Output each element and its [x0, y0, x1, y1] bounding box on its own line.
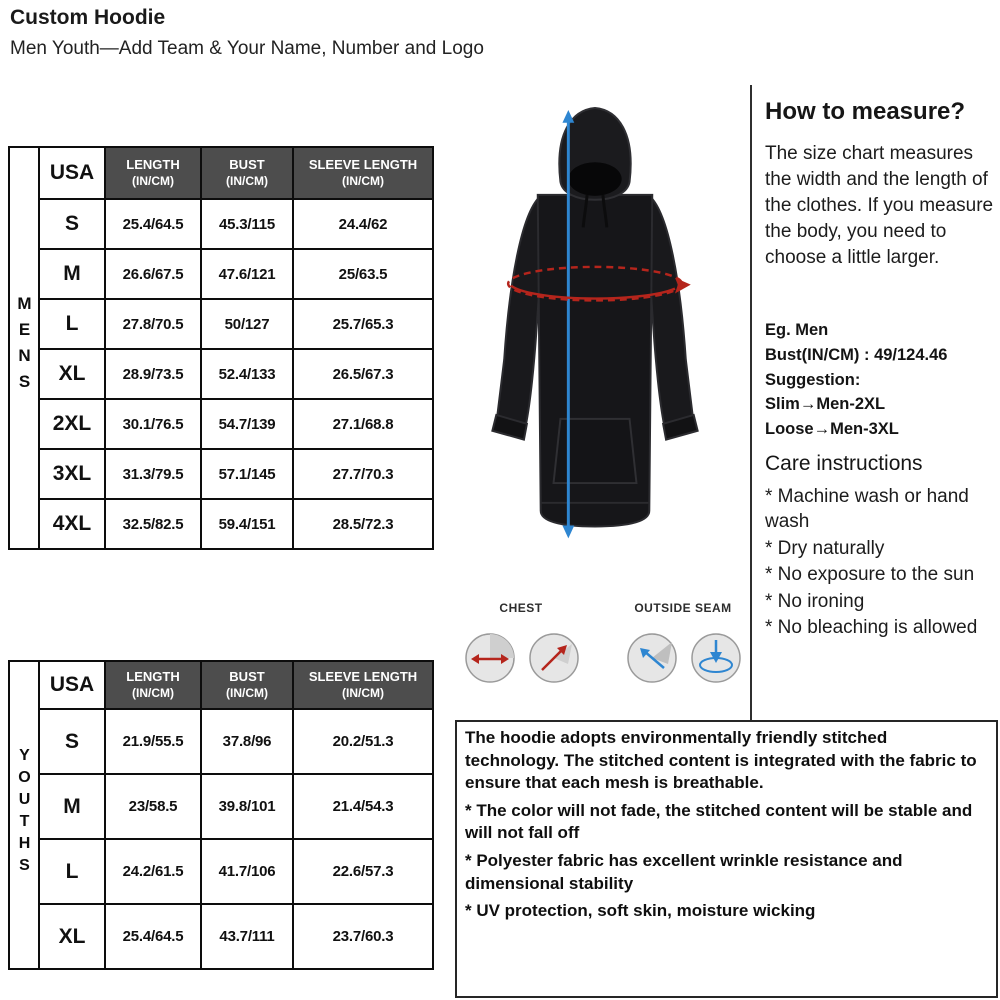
table-row	[9, 904, 433, 969]
care-instructions-title: Care instructions	[765, 452, 923, 475]
table-row	[9, 774, 433, 839]
youths-group-label	[9, 661, 39, 969]
bust-cell: 54.7/139	[201, 399, 293, 449]
mens-group-label	[9, 147, 39, 549]
chest-diagonal-arrow-icon	[528, 632, 580, 684]
table-row	[9, 349, 433, 399]
eg-line: Slim→Men-2XL	[765, 395, 886, 414]
sleeve-cell: 25.7/65.3	[293, 299, 433, 349]
table-row	[9, 199, 433, 249]
size-cell: M	[39, 774, 105, 839]
usa-header-cell: USA	[39, 661, 105, 709]
chest-label: CHEST	[499, 601, 543, 615]
care-item: * No exposure to the sun	[765, 564, 975, 586]
bust-cell: 47.6/121	[201, 249, 293, 299]
length-header-cell: LENGTH (IN/CM)	[105, 147, 201, 199]
size-cell: S	[39, 709, 105, 774]
bust-cell: 45.3/115	[201, 199, 293, 249]
bust-cell: 39.8/101	[201, 774, 293, 839]
bust-cell: 52.4/133	[201, 349, 293, 399]
eg-line: Eg. Men	[765, 321, 829, 339]
page-title: Custom Hoodie	[10, 6, 166, 29]
care-instructions-list	[765, 484, 997, 642]
table-header-row	[9, 147, 433, 199]
size-cell: 2XL	[39, 399, 105, 449]
table-row	[9, 299, 433, 349]
vertical-divider	[750, 85, 752, 722]
how-to-measure-title: How to measure?	[765, 98, 966, 125]
seam-fold-arrow-icon	[626, 632, 678, 684]
sleeve-cell: 21.4/54.3	[293, 774, 433, 839]
care-item: * No ironing	[765, 590, 865, 612]
bust-cell: 59.4/151	[201, 499, 293, 549]
table-row	[9, 709, 433, 774]
table-row	[9, 249, 433, 299]
eg-line: Bust(IN/CM) : 49/124.46	[765, 345, 948, 364]
sleeve-cell: 26.5/67.3	[293, 349, 433, 399]
sleeve-cell: 27.7/70.3	[293, 449, 433, 499]
chest-width-arrow-icon	[464, 632, 516, 684]
length-cell: 24.2/61.5	[105, 839, 201, 904]
bust-header-cell: BUST (IN/CM)	[201, 147, 293, 199]
length-cell: 32.5/82.5	[105, 499, 201, 549]
length-cell: 23/58.5	[105, 774, 201, 839]
length-cell: 30.1/76.5	[105, 399, 201, 449]
bust-cell: 43.7/111	[201, 904, 293, 969]
care-item: * Machine wash or hand wash	[765, 486, 969, 533]
table-row	[9, 449, 433, 499]
description-paragraph: * Polyester fabric has excellent wrinkle resistance and dimensional stability	[465, 851, 903, 893]
care-item: * Dry naturally	[765, 537, 885, 559]
length-cell: 31.3/79.5	[105, 449, 201, 499]
page-subtitle: Men Youth—Add Team & Your Name, Number and Logo	[10, 38, 484, 59]
table-row	[9, 399, 433, 449]
sleeve-cell: 27.1/68.8	[293, 399, 433, 449]
sleeve-header-cell: SLEEVE LENGTH (IN/CM)	[293, 147, 433, 199]
sleeve-header-cell: SLEEVE LENGTH (IN/CM)	[293, 661, 433, 709]
size-cell: L	[39, 839, 105, 904]
eg-line: Suggestion:	[765, 370, 861, 389]
youths-vertical-text: YOUTHS	[16, 746, 33, 879]
length-cell: 28.9/73.5	[105, 349, 201, 399]
mens-size-table	[8, 146, 434, 550]
length-cell: 26.6/67.5	[105, 249, 201, 299]
size-cell: 4XL	[39, 499, 105, 549]
length-cell: 25.4/64.5	[105, 904, 201, 969]
size-cell: M	[39, 249, 105, 299]
description-paragraph: The hoodie adopts environmentally friendly stitched technology. The stitched content is integrated with the fabric to ensure that each mesh is breathable.	[465, 728, 977, 793]
mens-vertical-text: MENS	[15, 293, 34, 398]
length-cell: 25.4/64.5	[105, 199, 201, 249]
size-cell: S	[39, 199, 105, 249]
usa-header-cell: USA	[39, 147, 105, 199]
eg-line: Loose→Men-3XL	[765, 420, 899, 438]
care-item: * No bleaching is allowed	[765, 617, 978, 639]
sleeve-cell: 28.5/72.3	[293, 499, 433, 549]
bust-cell: 37.8/96	[201, 709, 293, 774]
hoodie-illustration	[442, 88, 748, 582]
bust-cell: 50/127	[201, 299, 293, 349]
seam-down-arrow-icon	[690, 632, 742, 684]
bust-cell: 57.1/145	[201, 449, 293, 499]
table-row	[9, 499, 433, 549]
outside-seam-label: OUTSIDE SEAM	[634, 601, 732, 615]
size-cell: XL	[39, 904, 105, 969]
how-to-measure-body: The size chart measures the width and the length of the clothes. If you measure the body, you need to choose a little larger.	[765, 143, 994, 269]
sleeve-cell: 23.7/60.3	[293, 904, 433, 969]
size-cell: 3XL	[39, 449, 105, 499]
length-cell: 21.9/55.5	[105, 709, 201, 774]
bust-header-cell: BUST (IN/CM)	[201, 661, 293, 709]
description-paragraph: * UV protection, soft skin, moisture wicking	[465, 901, 816, 921]
sleeve-cell: 25/63.5	[293, 249, 433, 299]
table-row	[9, 839, 433, 904]
sleeve-cell: 20.2/51.3	[293, 709, 433, 774]
description-paragraph: * The color will not fade, the stitched content will be stable and will not fall off	[465, 800, 973, 843]
size-cell: XL	[39, 349, 105, 399]
product-description-box	[455, 720, 998, 998]
table-header-row	[9, 661, 433, 709]
sleeve-cell: 22.6/57.3	[293, 839, 433, 904]
bust-cell: 41.7/106	[201, 839, 293, 904]
youths-size-table	[8, 660, 434, 970]
size-suggestion-block	[765, 318, 997, 442]
length-header-cell: LENGTH (IN/CM)	[105, 661, 201, 709]
size-cell: L	[39, 299, 105, 349]
length-cell: 27.8/70.5	[105, 299, 201, 349]
sleeve-cell: 24.4/62	[293, 199, 433, 249]
